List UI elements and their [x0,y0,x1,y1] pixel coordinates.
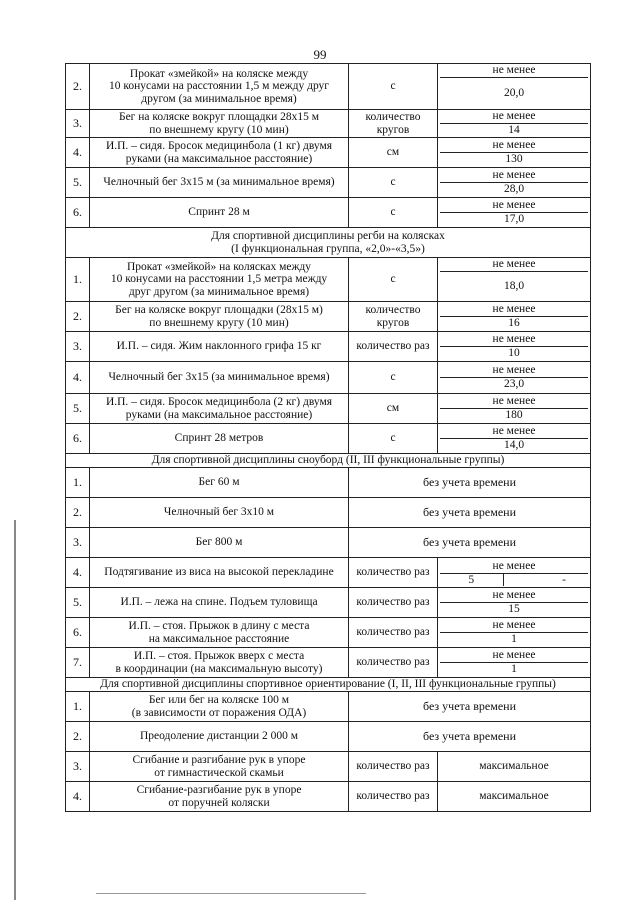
unit-cell: количество раз [349,782,438,812]
unit-cell: количество раз [349,588,438,618]
table-row [66,588,591,618]
norm-value: 23,0 [503,378,525,390]
value-cell [438,362,591,394]
row-number: 7. [66,648,90,678]
exercise-text: Бег на коляске вокруг площадки 28x15 м [118,111,320,124]
table-row [66,302,591,332]
row-number: 4. [66,362,90,394]
row-number: 5. [66,588,90,618]
row-number: 3. [66,528,90,558]
exercise-text: И.П. – сидя. Бросок медицинбола (2 кг) двумя [105,396,333,409]
table-row [66,722,591,752]
exercise-text: Сгибание-разгибание рук в упоре [136,784,302,797]
exercise-cell [90,752,349,782]
row-number: 3. [66,332,90,362]
norm-value: 15 [508,603,520,615]
exercise-cell [90,138,349,168]
exercise-text: другом (за минимальное время) [141,92,297,105]
scan-bottom-line [96,893,366,894]
standards-table [65,63,591,812]
row-number: 2. [66,64,90,110]
exercise-cell: Спринт 28 м [90,198,349,228]
exercise-text: от поручней коляски [168,796,270,809]
not-less-label: не менее [440,110,588,124]
value-cell: без учета времени [349,528,591,558]
value-cell [438,424,591,454]
table-row [66,618,591,648]
value-cell: максимальное [438,752,591,782]
norm-value: 10 [508,347,520,359]
value-cell [438,64,591,110]
exercise-text: И.П. – сидя. Бросок медицинбола (1 кг) двумя [105,140,333,153]
norm-value: 18,0 [503,280,525,292]
table-row [66,558,591,588]
row-number: 4. [66,782,90,812]
row-number: 5. [66,168,90,198]
exercise-cell [90,394,349,424]
unit-cell: с [349,64,438,110]
not-less-label: не менее [440,425,588,439]
exercise-text: Бег или бег на коляске 100 м [148,694,290,707]
exercise-cell: И.П. – сидя. Жим наклонного грифа 15 кг [90,332,349,362]
unit-cell: с [349,424,438,454]
section-title-line: Для спортивной дисциплины регби на колясках [211,229,445,242]
unit-cell: с [349,258,438,302]
exercise-text: на максимальное расстояние [148,632,290,645]
value-cell [438,138,591,168]
row-number: 6. [66,618,90,648]
not-less-label: не менее [440,258,588,272]
unit-cell: см [349,138,438,168]
exercise-cell: Челночный бег 3x15 (за минимальное время) [90,362,349,394]
table-row [66,498,591,528]
not-less-label: не менее [440,199,588,213]
table-row [66,110,591,138]
norm-value: 20,0 [503,87,525,99]
value-cell [438,258,591,302]
value-cell: без учета времени [349,722,591,752]
exercise-cell [90,258,349,302]
value-cell: без учета времени [349,692,591,722]
table-row [66,64,591,110]
norm-value: 28,0 [503,183,525,195]
exercise-cell [90,618,349,648]
norm-value: 17,0 [503,213,525,225]
value-cell [438,168,591,198]
row-number: 6. [66,198,90,228]
table-row [66,332,591,362]
table-row [66,692,591,722]
exercise-cell: Челночный бег 3x10 м [90,498,349,528]
table-row [66,138,591,168]
section-title: Для спортивной дисциплины спортивное ориентирование (I, II, III функциональные группы) [66,678,591,692]
exercise-text: по внешнему кругу (10 мин) [149,123,289,136]
row-number: 4. [66,138,90,168]
table-row [66,468,591,498]
table-row [66,528,591,558]
not-less-label: не менее [440,589,588,603]
row-number: 1. [66,692,90,722]
not-less-label: не менее [440,333,588,347]
not-less-label: не менее [440,64,588,78]
value-cell: максимальное [438,782,591,812]
exercise-text: друг другом (за минимальное время) [128,285,310,298]
exercise-cell [90,648,349,678]
exercise-cell [90,692,349,722]
unit-cell: количество раз [349,648,438,678]
exercise-text: (в зависимости от поражения ОДА) [131,706,307,719]
norm-value: - [562,573,566,586]
row-number: 2. [66,498,90,528]
exercise-cell: Бег 800 м [90,528,349,558]
table-row [66,782,591,812]
norm-value: 14,0 [503,439,525,451]
page-number: 99 [313,47,327,62]
unit-text: кругов [376,316,410,329]
row-number: 1. [66,468,90,498]
value-cell [438,618,591,648]
not-less-label: не менее [440,649,588,663]
exercise-text: руками (на максимальное расстояние) [125,152,313,165]
section-title: Для спортивной дисциплины сноуборд (II, III функциональные группы) [66,454,591,468]
exercise-text: в координации (на максимальную высоту) [115,662,323,675]
norm-value: 16 [508,317,520,329]
unit-cell: количество раз [349,618,438,648]
table-row [66,198,591,228]
exercise-cell: Подтягивание из виса на высокой перекладине [90,558,349,588]
unit-text: количество [365,111,421,124]
not-less-label: не менее [440,139,588,153]
section-header [66,228,591,258]
exercise-text: 10 конусами на расстоянии 1,5 метра между [110,273,328,286]
section-header [66,678,591,692]
scan-edge-line [14,520,16,900]
value-cell [438,302,591,332]
exercise-cell [90,302,349,332]
value-cell [438,588,591,618]
exercise-text: Сгибание и разгибание рук в упоре [132,754,306,767]
exercise-cell [90,64,349,110]
exercise-text: Прокат «змейкой» на колясках между [126,261,312,274]
unit-cell: количество раз [349,558,438,588]
not-less-label: не менее [440,560,588,574]
exercise-cell: Спринт 28 метров [90,424,349,454]
value-cell [438,558,591,588]
row-number: 4. [66,558,90,588]
not-less-label: не менее [440,303,588,317]
exercise-text: от гимнастической скамьи [154,766,284,779]
norm-value: 180 [505,409,523,421]
row-number: 5. [66,394,90,424]
unit-cell: количество раз [349,332,438,362]
norm-value: 1 [511,663,517,675]
exercise-cell [90,110,349,138]
norm-value: 1 [511,633,517,645]
table-row [66,648,591,678]
exercise-text: И.П. – стоя. Прыжок вверх с места [133,650,305,663]
exercise-text: Бег на коляске вокруг площадки (28x15 м) [115,304,323,317]
exercise-text: Прокат «змейкой» на коляске между [129,68,309,81]
exercise-text: 10 конусами на расстоянии 1,5 м между друг [108,80,330,93]
not-less-label: не менее [440,364,588,378]
exercise-text: по внешнему кругу (10 мин) [149,316,289,329]
unit-cell: количество раз [349,752,438,782]
value-cell [438,198,591,228]
value-cell [438,332,591,362]
exercise-text: И.П. – стоя. Прыжок в длину с места [128,620,310,633]
norm-value: 14 [508,124,520,136]
unit-text: количество [365,304,421,317]
table-row [66,168,591,198]
row-number: 3. [66,752,90,782]
unit-cell: с [349,168,438,198]
unit-text: кругов [376,123,410,136]
value-cell [438,110,591,138]
value-cell [438,394,591,424]
row-number: 3. [66,110,90,138]
table-row [66,394,591,424]
value-cell: без учета времени [349,468,591,498]
table-row [66,424,591,454]
unit-cell [349,110,438,138]
exercise-cell [90,782,349,812]
row-number: 2. [66,722,90,752]
section-title [66,228,591,258]
table-row [66,258,591,302]
section-title-line: (I функциональная группа, «2,0»-«3,5») [231,242,425,255]
exercise-text: руками (на максимальное расстояние) [125,408,313,421]
not-less-label: не менее [440,619,588,633]
table-row [66,752,591,782]
exercise-cell: Преодоление дистанции 2 000 м [90,722,349,752]
value-cell [438,648,591,678]
row-number: 2. [66,302,90,332]
exercise-cell: Бег 60 м [90,468,349,498]
unit-cell [349,302,438,332]
table-row [66,362,591,394]
unit-cell: с [349,198,438,228]
unit-cell: см [349,394,438,424]
norm-value: 5 [440,574,504,586]
exercise-cell: И.П. – лежа на спине. Подъем туловища [90,588,349,618]
exercise-cell: Челночный бег 3x15 м (за минимальное время) [90,168,349,198]
row-number: 6. [66,424,90,454]
section-header [66,454,591,468]
not-less-label: не менее [440,395,588,409]
unit-cell: с [349,362,438,394]
value-cell: без учета времени [349,498,591,528]
norm-value: 130 [505,153,523,165]
not-less-label: не менее [440,169,588,183]
row-number: 1. [66,258,90,302]
